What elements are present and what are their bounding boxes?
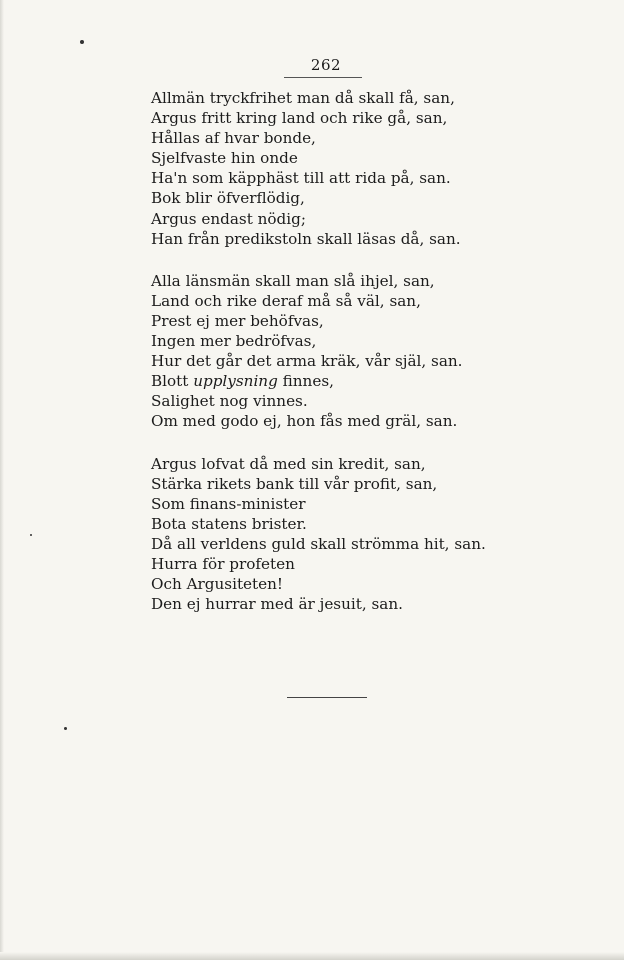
ink-speck: [30, 534, 32, 536]
poem: [151, 88, 611, 636]
poem-line-with-emphasis: [151, 371, 611, 391]
stanza-2: [151, 271, 611, 432]
poem-line: Bota statens brister.: [151, 514, 307, 533]
poem-line: Sjelfvaste hin onde: [151, 149, 298, 168]
poem-line: Hur det går det arma kräk, vår själ, san.: [151, 352, 463, 371]
poem-line: Han från predikstoln skall läsas då, san.: [151, 229, 461, 248]
stanza-3: [151, 454, 611, 615]
poem-line: Ingen mer bedröfvas,: [151, 332, 317, 351]
poem-line-end: finnes,: [277, 372, 334, 391]
poem-line: Ha'n som käpphäst till att rida på, san.: [151, 169, 451, 188]
ink-speck: [80, 40, 84, 44]
poem-line: Om med godo ej, hon fås med gräl, san.: [151, 412, 458, 431]
poem-line: Argus fritt kring land och rike gå, san,: [151, 109, 448, 128]
poem-line: Stärka rikets bank till vår profit, san,: [151, 474, 438, 493]
ink-speck: [64, 727, 67, 730]
emphasized-word: upplysning: [193, 372, 278, 391]
page-number: 262: [310, 56, 342, 74]
poem-line: Bok blir öfverflödig,: [151, 189, 305, 208]
poem-line: Och Argusiteten!: [151, 575, 284, 594]
stanza-1: [151, 88, 611, 249]
poem-line: Argus lofvat då med sin kredit, san,: [151, 454, 426, 473]
poem-line: Salighet nog vinnes.: [151, 392, 308, 411]
page-bottom-edge: [0, 952, 624, 960]
poem-line: Alla länsmän skall man slå ihjel, san,: [151, 271, 435, 290]
poem-line: Allmän tryckfrihet man då skall få, san,: [151, 89, 455, 107]
poem-line: Som finans-minister: [151, 494, 306, 513]
poem-line: Land och rike deraf må så väl, san,: [151, 291, 421, 310]
poem-line: Prest ej mer behöfvas,: [151, 311, 324, 330]
poem-line: Då all verldens guld skall strömma hit, san.: [151, 534, 486, 553]
page-number-rule: [284, 77, 362, 78]
poem-line: Hurra för profeten: [151, 554, 295, 573]
page-left-edge: [0, 0, 4, 960]
end-rule: [287, 697, 367, 698]
poem-line: Hållas af hvar bonde,: [151, 129, 316, 148]
poem-line: Den ej hurrar med är jesuit, san.: [151, 595, 403, 614]
poem-line: Argus endast nödig;: [151, 209, 306, 228]
poem-line-start: Blott: [151, 372, 194, 391]
